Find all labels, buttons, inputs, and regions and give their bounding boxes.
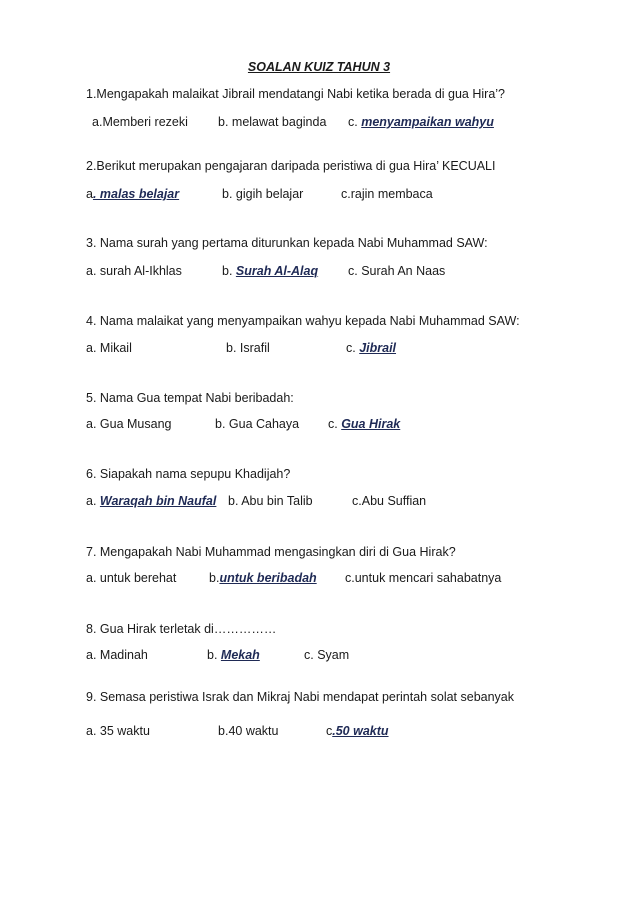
q2-option-a: a. malas belajar — [86, 187, 180, 201]
q2-answer: . malas belajar — [92, 187, 180, 201]
q1-answer: menyampaikan wahyu — [361, 115, 494, 129]
q6-option-a: a. Waraqah bin Naufal — [86, 494, 217, 508]
q4-option-c: c. Jibrail — [346, 341, 397, 355]
question-1: 1.Mengapakah malaikat Jibrail mendatangi Nabi ketika berada di gua Hira’? — [86, 87, 505, 101]
q7-option-a: a. untuk berehat — [86, 571, 177, 585]
q1-option-a: a.Memberi rezeki — [92, 115, 188, 129]
q7-option-c: c.untuk mencari sahabatnya — [345, 571, 502, 585]
q3-option-c: c. Surah An Naas — [348, 264, 446, 278]
q8-option-a: a. Madinah — [86, 648, 148, 662]
q8-option-c: c. Syam — [304, 648, 350, 662]
question-2: 2.Berikut merupakan pengajaran daripada peristiwa di gua Hira’ KECUALI — [86, 159, 496, 173]
question-3: 3. Nama surah yang pertama diturunkan kepada Nabi Muhammad SAW: — [86, 236, 488, 250]
page-title: SOALAN KUIZ TAHUN 3 — [247, 60, 391, 74]
q6-option-c: c.Abu Suffian — [352, 494, 427, 508]
q7-answer: untuk beribadah — [219, 571, 317, 585]
question-4: 4. Nama malaikat yang menyampaikan wahyu kepada Nabi Muhammad SAW: — [86, 314, 520, 328]
question-7: 7. Mengapakah Nabi Muhammad mengasingkan diri di Gua Hirak? — [86, 545, 456, 559]
question-9: 9. Semasa peristiwa Israk dan Mikraj Nabi mendapat perintah solat sebanyak — [86, 690, 514, 704]
q3-option-b: b. Surah Al-Alaq — [222, 264, 319, 278]
question-6: 6. Siapakah nama sepupu Khadijah? — [86, 467, 291, 481]
q5-option-c: c. Gua Hirak — [328, 417, 401, 431]
q2-option-b: b. gigih belajar — [222, 187, 304, 201]
q5-option-a: a. Gua Musang — [86, 417, 172, 431]
question-5: 5. Nama Gua tempat Nabi beribadah: — [86, 391, 294, 405]
q7-option-b: b.untuk beribadah — [209, 571, 317, 585]
q3-option-a: a. surah Al-Ikhlas — [86, 264, 182, 278]
q2-option-c: c.rajin membaca — [341, 187, 433, 201]
q8-answer: Mekah — [220, 648, 260, 662]
q6-option-b: b. Abu bin Talib — [228, 494, 313, 508]
q1-option-b: b. melawat baginda — [218, 115, 327, 129]
q6-answer: Waraqah bin Naufal — [99, 494, 217, 508]
q9-option-c: c.50 waktu — [326, 724, 389, 738]
q5-option-b: b. Gua Cahaya — [215, 417, 300, 431]
question-8: 8. Gua Hirak terletak di…………… — [86, 622, 277, 636]
q3-answer: Surah Al-Alaq — [235, 264, 319, 278]
q4-option-a: a. Mikail — [86, 341, 132, 355]
q8-option-b: b. Mekah — [207, 648, 260, 662]
q5-answer: Gua Hirak — [341, 417, 401, 431]
q9-option-a: a. 35 waktu — [86, 724, 150, 738]
q1-option-c: c. menyampaikan wahyu — [348, 115, 494, 129]
q9-option-b: b.40 waktu — [218, 724, 279, 738]
q4-option-b: b. Israfil — [226, 341, 270, 355]
q4-answer: Jibrail — [359, 341, 397, 355]
q9-answer: .50 waktu — [332, 724, 389, 738]
